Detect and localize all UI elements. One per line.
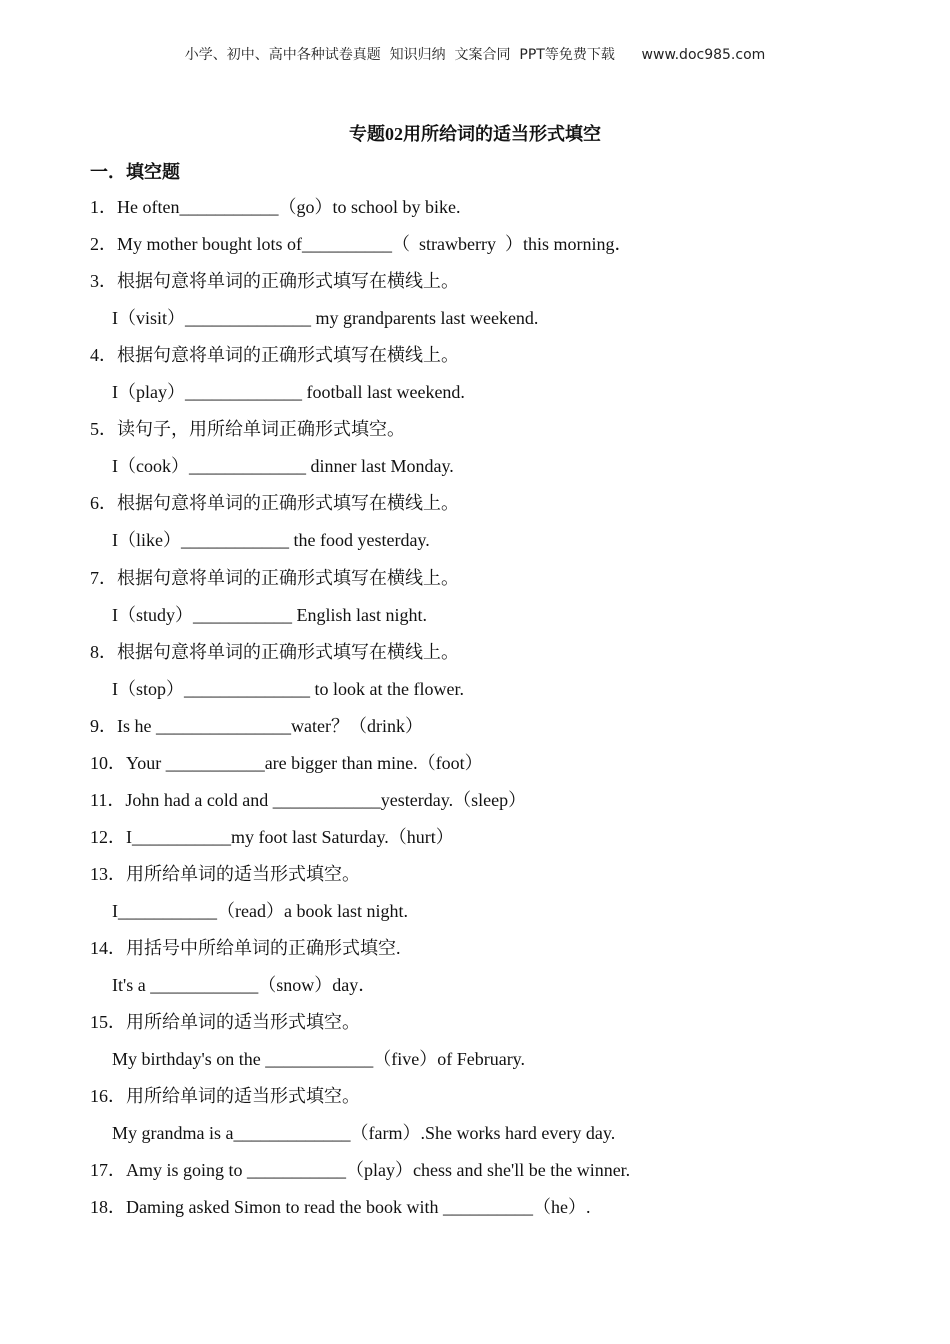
question-9: 9．Is he _______________water？（drink） [90, 716, 423, 736]
question-5: 5．读句子，用所给单词正确形式填空。 [90, 419, 405, 439]
question-16-sentence: My grandma is a_____________（farm）.She works hard every day. [112, 1123, 616, 1143]
question-15: 15．用所给单词的适当形式填空。 [90, 1012, 360, 1032]
question-3: 3．根据句意将单词的正确形式填写在横线上。 [90, 271, 459, 291]
page-title: 专题02用所给词的适当形式填空 [349, 124, 601, 144]
question-14: 14．用括号中所给单词的正确形式填空. [90, 938, 401, 958]
question-2: 2．My mother bought lots of__________（ strawberry ）this morning． [90, 234, 633, 254]
question-8-sentence: I（stop）______________ to look at the flower. [112, 679, 464, 699]
question-17: 17．Amy is going to ___________（play）chess and she'll be the winner. [90, 1160, 631, 1180]
question-6-sentence: I（like）____________ the food yesterday. [112, 530, 430, 550]
question-18: 18．Daming asked Simon to read the book with __________（he）. [90, 1197, 591, 1217]
question-12: 12．I___________my foot last Saturday.（hurt） [90, 827, 454, 847]
question-4: 4．根据句意将单词的正确形式填写在横线上。 [90, 345, 459, 365]
question-16: 16．用所给单词的适当形式填空。 [90, 1086, 360, 1106]
question-7-sentence: I（study）___________ English last night. [112, 605, 427, 625]
question-10: 10．Your ___________are bigger than mine.（foot） [90, 753, 483, 773]
question-5-sentence: I（cook）_____________ dinner last Monday. [112, 456, 454, 476]
question-3-sentence: I（visit）______________ my grandparents last weekend. [112, 308, 539, 328]
question-15-sentence: My birthday's on the ____________（five）of February. [112, 1049, 526, 1069]
question-14-sentence: It's a ____________（snow）day． [112, 975, 377, 995]
question-1: 1．He often___________（go）to school by bike. [90, 197, 461, 217]
section-heading: 一．填空题 [90, 162, 180, 182]
question-4-sentence: I（play）_____________ football last weekend. [112, 382, 465, 402]
question-6: 6．根据句意将单词的正确形式填写在横线上。 [90, 493, 459, 513]
question-8: 8．根据句意将单词的正确形式填写在横线上。 [90, 642, 459, 662]
question-7: 7．根据句意将单词的正确形式填写在横线上。 [90, 568, 459, 588]
question-13-sentence: I___________（read）a book last night. [112, 901, 408, 921]
page-header: 小学、初中、高中各种试卷真题 知识归纳 文案合同 PPT等免费下载 www.doc985.com [184, 47, 766, 63]
question-13: 13．用所给单词的适当形式填空。 [90, 864, 360, 884]
question-11: 11．John had a cold and ____________yesterday.（sleep） [90, 790, 527, 810]
